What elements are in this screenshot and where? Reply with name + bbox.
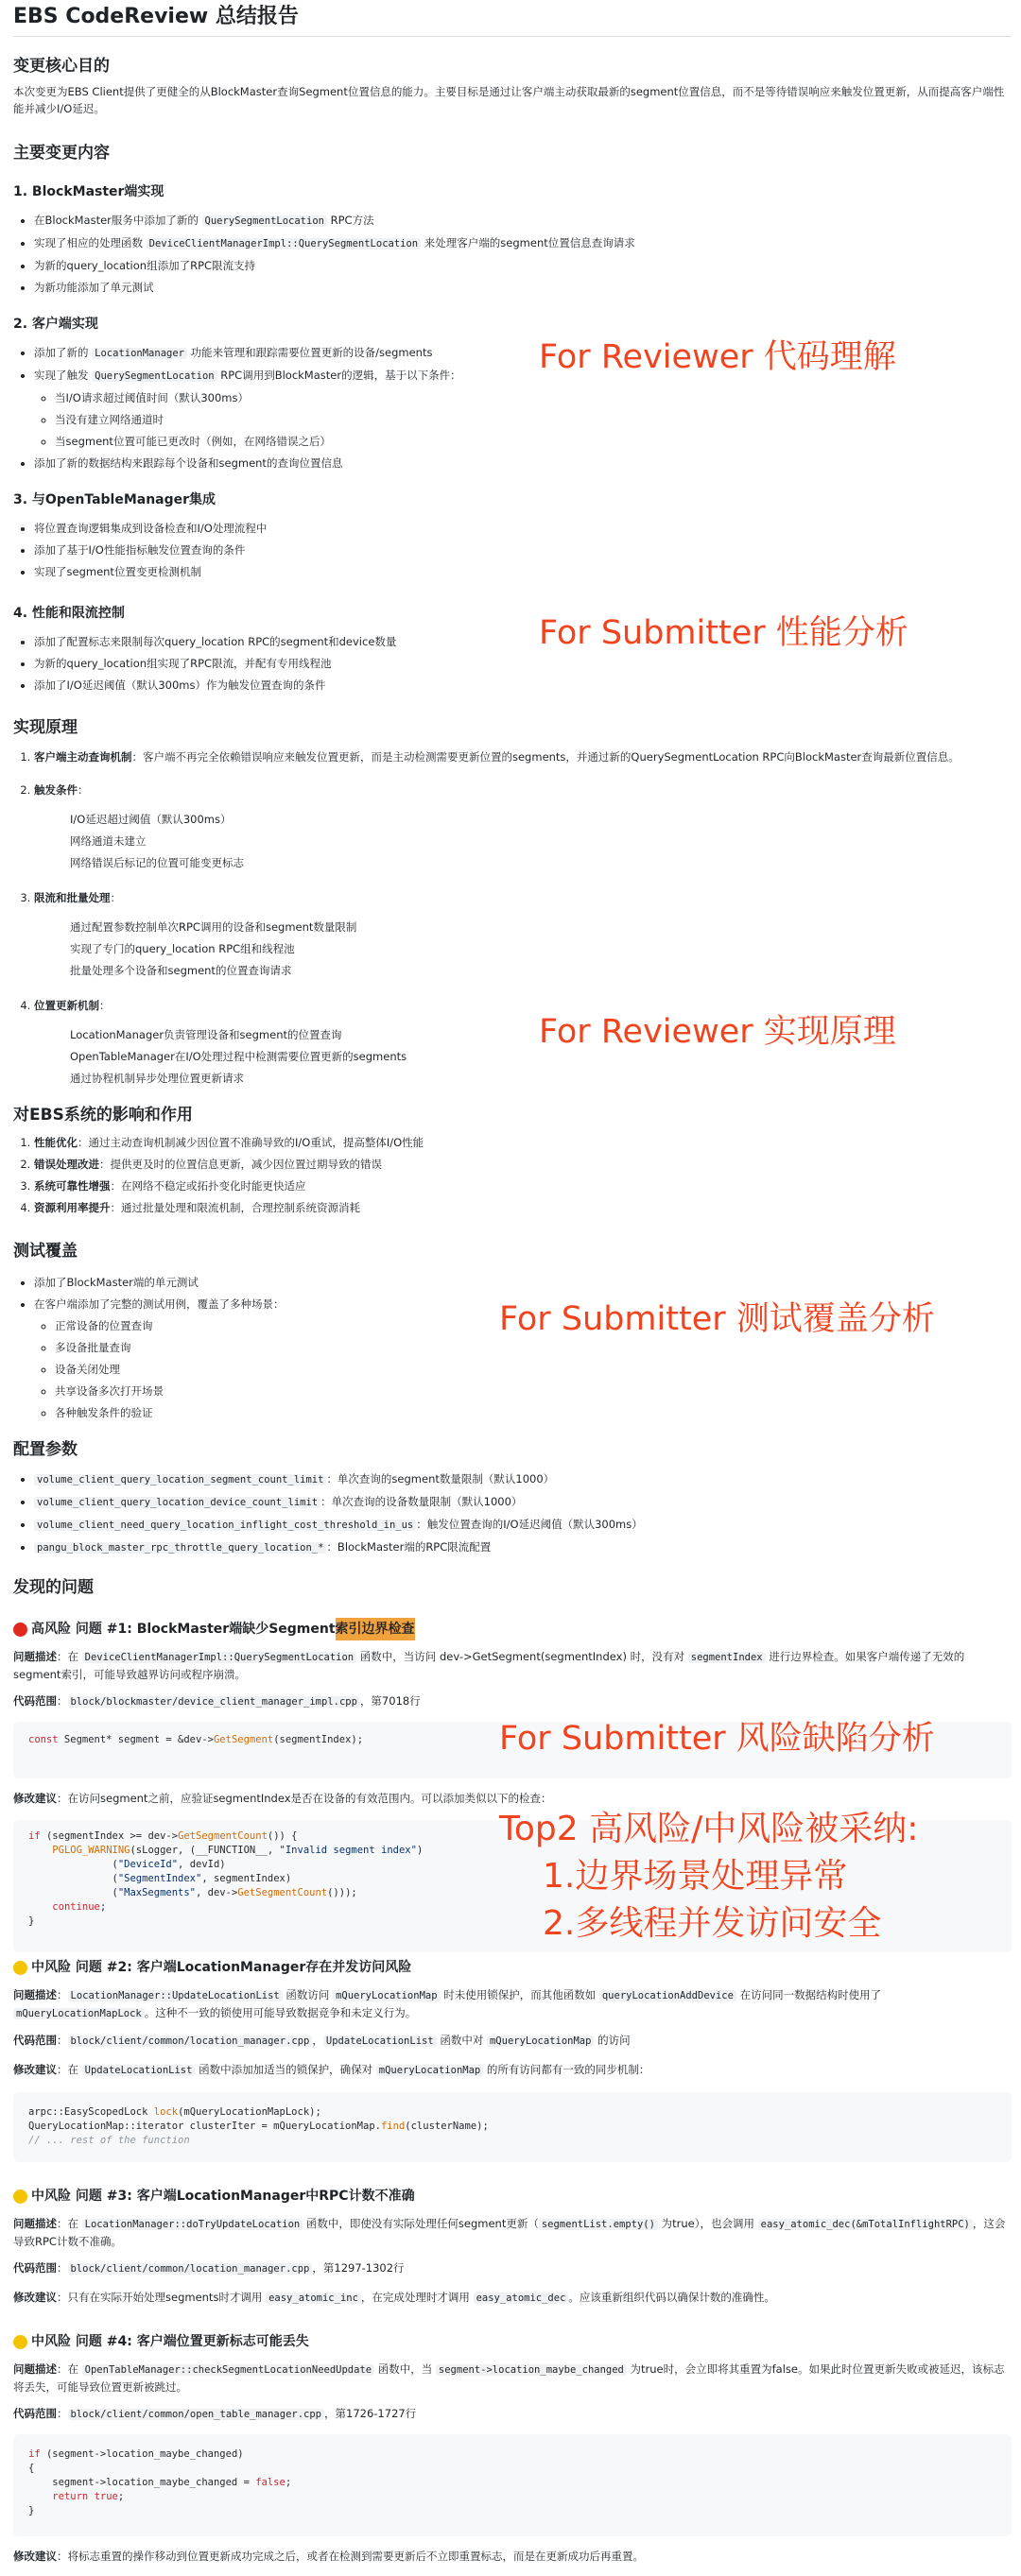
list-item: 1. 客户端主动查询机制：客户端不再完全依赖错误响应来触发位置更新，而是主动检测需要更新位置的segments，并通过新的QuerySegmentLocation RPC向BlockMaster查询最新位置信息。 — [34, 747, 1012, 768]
issue-2-range: 代码范围： block/client/common/location_manager.cpp ， UpdateLocationList 函数中对 mQueryLocationMap 的访问 — [13, 2034, 631, 2047]
issues-heading: 发现的问题 — [13, 1578, 94, 1597]
list-item: • 添加了配置标志来限制每次query_location RPC的segment和device数量 — [34, 631, 1012, 653]
code-block-1: const Segment* segment = &dev->GetSegment(segmentIndex); — [13, 1722, 1012, 1778]
issue-3-desc: 问题描述：在 LocationManager::doTryUpdateLocation 函数中，即使没有实际处理任何segment更新（ segmentList.empty() 为true），也会调用 easy_atomic_dec(&mTotalInflightRPC) ，这会导致RPC计数不准确。 — [13, 2217, 1006, 2248]
purpose-section — [13, 55, 1012, 117]
code-block-3: arpc::EasyScopedLock lock(mQueryLocationMapLock); QueryLocationMap::iterator clusterIter = mQueryLocationMap.find(clusterName); // ... rest of the function — [13, 2092, 1012, 2162]
issue-3-range: 代码范围： block/client/common/location_manager.cpp ，第1297-1302行 — [13, 2261, 405, 2275]
overlay-top2: Top2 高风险/中风险被采纳: — [499, 1810, 919, 1848]
client-sublist — [34, 387, 1012, 453]
list-item: ◦ 共享设备多次打开场景 — [55, 1381, 1012, 1402]
list-item: 4. 位置更新机制： LocationManager负责管理设备和segment的位置查询 OpenTableManager在I/O处理过程中检测需要位置更新的segments 通过协程机制异步处理位置更新请求 — [34, 995, 1012, 1090]
medium-risk-icon — [13, 2190, 27, 2204]
list-item: 4. 资源利用率提升：通过批量处理和限流机制，合理控制系统资源消耗 — [34, 1197, 1012, 1219]
trigger-sublist: I/O延迟超过阈值（默认300ms） 网络通道未建立 网络错误后标记的位置可能变更标志 — [70, 813, 244, 869]
issues-section — [13, 1576, 1012, 1599]
opentable-subsection — [13, 489, 1012, 583]
list-item: 2. 触发条件： I/O延迟超过阈值（默认300ms） 网络通道未建立 网络错误后标记的位置可能变更标志 — [34, 780, 1012, 874]
list-item: ◦ 当segment位置可能已更改时（例如，在网络错误之后） — [55, 431, 1012, 453]
code-block-4: if (segment->location_maybe_changed) { segment->location_maybe_changed = false; return true; } — [13, 2434, 1012, 2536]
issue-1-desc: 问题描述：在 DeviceClientManagerImpl::QuerySegmentLocation 函数中，当访问 dev->GetSegment(segmentIndex) 时，没有对 segmentIndex 进行边界检查。如果客户端传递了无效的segment索引，可能导致越界访问或程序崩溃。 — [13, 1650, 965, 1681]
principle-heading: 实现原理 — [13, 718, 78, 737]
throttle-sublist: 通过配置参数控制单次RPC调用的设备和segment数量限制 实现了专门的query_location RPC组和线程池 批量处理多个设备和segment的位置查询请求 — [70, 920, 357, 977]
impact-section — [13, 1104, 1012, 1219]
highlight: 索引边界检查 — [336, 1618, 415, 1640]
blockmaster-list — [13, 210, 1012, 299]
list-item: • 实现了相应的处理函数 DeviceClientManagerImpl::QuerySegmentLocation 来处理客户端的segment位置信息查询请求 — [34, 232, 1012, 255]
update-sublist: LocationManager负责管理设备和segment的位置查询 OpenTableManager在I/O处理过程中检测需要位置更新的segments 通过协程机制异步处理位置更新请求 — [70, 1028, 407, 1085]
medium-risk-icon — [13, 1961, 27, 1975]
client-heading: 2. 客户端实现 — [13, 317, 98, 332]
issue-4 — [13, 2330, 1012, 2565]
list-item: ◦ 多设备批量查询 — [55, 1337, 1012, 1359]
issue-4-range: 代码范围： block/client/common/open_table_manager.cpp ，第1726-1727行 — [13, 2407, 417, 2420]
list-item: • 实现了触发 QuerySegmentLocation RPC调用到BlockMaster的逻辑，基于以下条件： ◦ 当I/O请求超过阈值时间（默认300ms） ◦ 当没有建立网络通道时 ◦ 当segment位置可能已更改时（例如，在网络错误之后） — [34, 365, 1012, 453]
blockmaster-heading: 1. BlockMaster端实现 — [13, 184, 164, 199]
high-risk-icon — [13, 1623, 27, 1637]
list-item: ◦ 各种触发条件的验证 — [55, 1402, 1012, 1424]
issue-2-fix: 修改建议：在 UpdateLocationList 函数中添加加适当的锁保护，确保对 mQueryLocationMap 的所有访问都有一致的同步机制： — [13, 2063, 650, 2076]
config-section — [13, 1438, 1012, 1559]
page-title: EBS CodeReview 总结报告 — [13, 5, 299, 28]
overlay-reviewer-principle: For Reviewer 实现原理 — [539, 1013, 896, 1051]
issue-4-title: 中风险 问题 #4: 客户端位置更新标志可能丢失 — [13, 2330, 1012, 2353]
code-block-2: if (segmentIndex >= dev->GetSegmentCount()) { PGLOG_WARNING(sLogger, (__FUNCTION__, "Invalid segment index") ("DeviceId", devId) ("SegmentIndex", segmentIndex) ("MaxSegments", dev->GetSegmentCount())); continue; } — [13, 1820, 1012, 1952]
list-item: • volume_client_query_location_device_count_limit ：单次查询的设备数量限制（默认1000） — [34, 1491, 1012, 1514]
impact-list — [13, 1132, 1012, 1219]
opentable-list — [13, 518, 1012, 583]
list-item: • 为新的query_location组实现了RPC限流，并配有专用线程池 — [34, 653, 1012, 675]
overlay-submitter-perf: For Submitter 性能分析 — [539, 614, 909, 652]
issue-2-desc: 问题描述： LocationManager::UpdateLocationList 函数访问 mQueryLocationMap 时未使用锁保护，而其他函数如 queryLocationAddDevice 在访问同一数据结构时使用了 mQueryLocationMapLock 。这种不一致的锁使用可能导致数据竞争和未定义行为。 — [13, 1988, 882, 2019]
perf-heading: 4. 性能和限流控制 — [13, 606, 125, 621]
overlay-reviewer-code: For Reviewer 代码理解 — [539, 338, 896, 376]
tests-heading: 测试覆盖 — [13, 1242, 78, 1261]
blockmaster-subsection — [13, 181, 1012, 299]
purpose-text: 本次变更为EBS Client提供了更健全的从BlockMaster查询Segment位置信息的能力。主要目标是通过让客户端主动获取最新的segment位置信息，而不是等待错误响应来触发位置更新，从而提高客户端性能并减少I/O延迟。 — [13, 85, 1005, 115]
issue-3-fix: 修改建议：只有在实际开始处理segments时才调用 easy_atomic_inc ，在完成处理时才调用 easy_atomic_dec 。应该重新组织代码以确保计数的准确性。 — [13, 2291, 775, 2304]
list-item: • 为新的query_location组添加了RPC限流支持 — [34, 255, 1012, 277]
list-item: • 添加了新的数据结构来跟踪每个设备和segment的查询位置信息 — [34, 453, 1012, 474]
list-item: 3. 系统可靠性增强：在网络不稳定或拓扑变化时能更快适应 — [34, 1176, 1012, 1197]
list-item: • 将位置查询逻辑集成到设备检查和I/O处理流程中 — [34, 518, 1012, 540]
list-item: • 添加了I/O延迟阈值（默认300ms）作为触发位置查询的条件 — [34, 675, 1012, 696]
list-item: ◦ 当没有建立网络通道时 — [55, 409, 1012, 431]
issue-1-range: 代码范围： block/blockmaster/device_client_manager_impl.cpp ，第7018行 — [13, 1694, 421, 1708]
list-item: • 为新功能添加了单元测试 — [34, 277, 1012, 299]
list-item: • 在BlockMaster服务中添加了新的 QuerySegmentLocation RPC方法 — [34, 210, 1012, 232]
list-item: 1. 性能优化：通过主动查询机制减少因位置不准确导致的I/O重试，提高整体I/O性能 — [34, 1132, 1012, 1154]
impact-heading: 对EBS系统的影响和作用 — [13, 1106, 193, 1125]
changes-section — [13, 142, 1012, 164]
issue-1-fix: 修改建议：在访问segment之前，应验证segmentIndex是否在设备的有效范围内。可以添加类似以下的检查： — [13, 1792, 552, 1805]
issue-1-title: 高风险 问题 #1: BlockMaster端缺少Segment 索引边界检查 — [13, 1618, 1012, 1640]
list-item: • volume_client_query_location_segment_count_limit ：单次查询的segment数量限制（默认1000） — [34, 1468, 1012, 1491]
opentable-heading: 3. 与OpenTableManager集成 — [13, 492, 216, 507]
list-item: ◦ 正常设备的位置查询 — [55, 1315, 1012, 1337]
issue-3 — [13, 2185, 1012, 2307]
list-item: • 添加了新的 LocationManager 功能来管理和跟踪需要位置更新的设备/segments — [34, 342, 1012, 365]
list-item: • 添加了BlockMaster端的单元测试 — [34, 1272, 1012, 1294]
title-block — [13, 0, 1012, 37]
list-item: • 在客户端添加了完整的测试用例，覆盖了多种场景： ◦ 正常设备的位置查询 ◦ 多设备批量查询 ◦ 设备关闭处理 ◦ 共享设备多次打开场景 ◦ 各种触发条件的验证 — [34, 1294, 1012, 1424]
config-list — [13, 1468, 1012, 1559]
medium-risk-icon — [13, 2335, 27, 2349]
list-item: • pangu_block_master_rpc_throttle_query_location_* ：BlockMaster端的RPC限流配置 — [34, 1537, 1012, 1559]
issue-2 — [13, 1956, 1012, 2162]
overlay-submitter-risk: For Submitter 风险缺陷分析 — [499, 1720, 935, 1758]
list-item: 3. 限流和批量处理： 通过配置参数控制单次RPC调用的设备和segment数量限制 实现了专门的query_location RPC组和线程池 批量处理多个设备和segment的位置查询请求 — [34, 887, 1012, 982]
list-item: • 添加了基于I/O性能指标触发位置查询的条件 — [34, 540, 1012, 561]
list-item: • volume_client_need_query_location_inflight_cost_threshold_in_us ：触发位置查询的I/O延迟阈值（默认300ms） — [34, 1514, 1012, 1537]
purpose-heading: 变更核心目的 — [13, 57, 110, 76]
config-heading: 配置参数 — [13, 1440, 78, 1459]
changes-heading: 主要变更内容 — [13, 144, 110, 163]
issue-4-fix: 修改建议：将标志重置的操作移动到位置更新成功完成之后，或者在检测到需要更新后不立即重置标志，而是在更新成功后再重置。 — [13, 2550, 644, 2563]
issue-4-desc: 问题描述：在 OpenTableManager::checkSegmentLocationNeedUpdate 函数中，当 segment->location_maybe_changed 为true时，会立即将其重置为false。如果此时位置更新失败或被延迟，该标志将丢失，可能导致位置更新被跳过。 — [13, 2362, 1005, 2394]
issue-2-title: 中风险 问题 #2: 客户端LocationManager存在并发访问风险 — [13, 1956, 1012, 1979]
list-item: ◦ 设备关闭处理 — [55, 1359, 1012, 1381]
issue-3-title: 中风险 问题 #3: 客户端LocationManager中RPC计数不准确 — [13, 2185, 1012, 2207]
title-divider — [13, 36, 1012, 37]
list-item: • 实现了segment位置变更检测机制 — [34, 561, 1012, 583]
overlay-top2-item1: 1.边界场景处理异常 — [543, 1857, 848, 1896]
list-item: ◦ 当I/O请求超过阈值时间（默认300ms） — [55, 387, 1012, 409]
list-item: 2. 错误处理改进：提供更及时的位置信息更新，减少因位置过期导致的错误 — [34, 1154, 1012, 1176]
overlay-submitter-test: For Submitter 测试覆盖分析 — [499, 1300, 935, 1338]
overlay-top2-item2: 2.多线程并发访问安全 — [543, 1904, 882, 1943]
